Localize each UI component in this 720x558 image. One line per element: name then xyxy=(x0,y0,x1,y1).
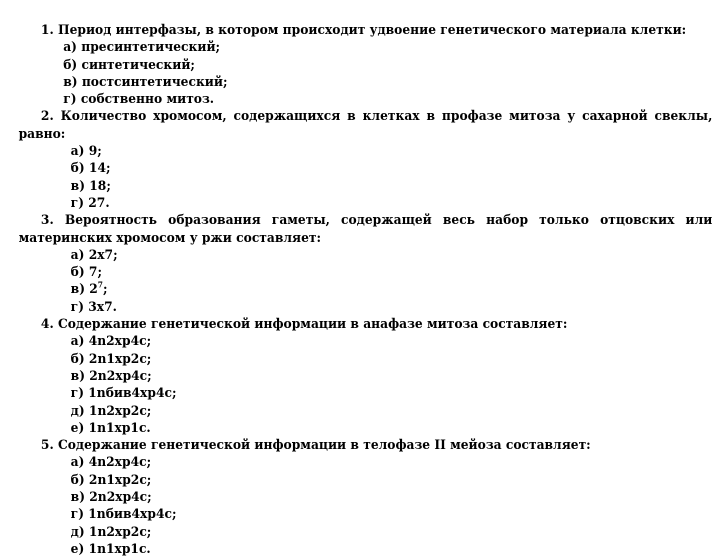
option-c: в) 2n2xp4c; xyxy=(70,490,152,506)
option-d: г) 3x7. xyxy=(70,299,117,315)
question-stem: 5. Содержание генетической информации в телофазе II мейоза составляет: xyxy=(40,438,591,454)
option-d: г) 27. xyxy=(70,195,110,211)
option-c-tail: ; xyxy=(102,282,108,298)
option-b: б) 2n1xp2c; xyxy=(70,472,152,488)
option-c: в) 18; xyxy=(70,178,111,194)
option-a: а) 4n2xp4c; xyxy=(70,334,152,350)
option-d: г) 1nбив4xp4c; xyxy=(70,507,177,523)
option-b: б) 7; xyxy=(70,265,102,281)
option-c: в) 2n2xp4c; xyxy=(70,368,152,384)
option-c: в) постсинтетический; xyxy=(63,74,228,90)
option-a: а) 4n2xp4c; xyxy=(70,455,152,471)
question-4 xyxy=(19,316,713,437)
option-a: а) 2x7; xyxy=(70,247,118,263)
question-stem: 2. Количество хромосом, содержащихся в клетках в профазе митоза у сахарной свеклы, равно: xyxy=(18,109,713,142)
option-c-base: в) 2 xyxy=(70,282,98,298)
option-f: е) 1n1xp1c. xyxy=(70,541,151,557)
option-a: а) пресинтетический; xyxy=(63,40,221,56)
question-stem: 3. Вероятность образования гаметы, содержащей весь набор только отцовских или материнских хромосом у ржи составляет: xyxy=(18,213,713,246)
option-a: а) 9; xyxy=(70,144,102,160)
question-2 xyxy=(19,108,713,212)
question-3 xyxy=(19,212,713,316)
option-e: д) 1n2xp2c; xyxy=(70,524,152,540)
question-1 xyxy=(19,22,713,108)
option-c xyxy=(19,281,713,298)
option-e: д) 1n2xp2c; xyxy=(70,403,152,419)
question-stem: 4. Содержание генетической информации в анафазе митоза составляет: xyxy=(40,317,568,333)
option-c-exponent: 7 xyxy=(97,280,103,291)
option-b: б) 14; xyxy=(70,161,111,177)
option-d: г) 1nбив4xp4c; xyxy=(70,386,177,402)
option-b: б) синтетический; xyxy=(63,57,195,73)
option-f: е) 1n1xp1c. xyxy=(70,420,151,436)
option-d: г) собственно митоз. xyxy=(63,92,215,108)
question-stem: 1. Период интерфазы, в котором происходит удвоение генетического материала клетки: xyxy=(40,23,687,38)
option-b: б) 2n1xp2c; xyxy=(70,351,152,367)
